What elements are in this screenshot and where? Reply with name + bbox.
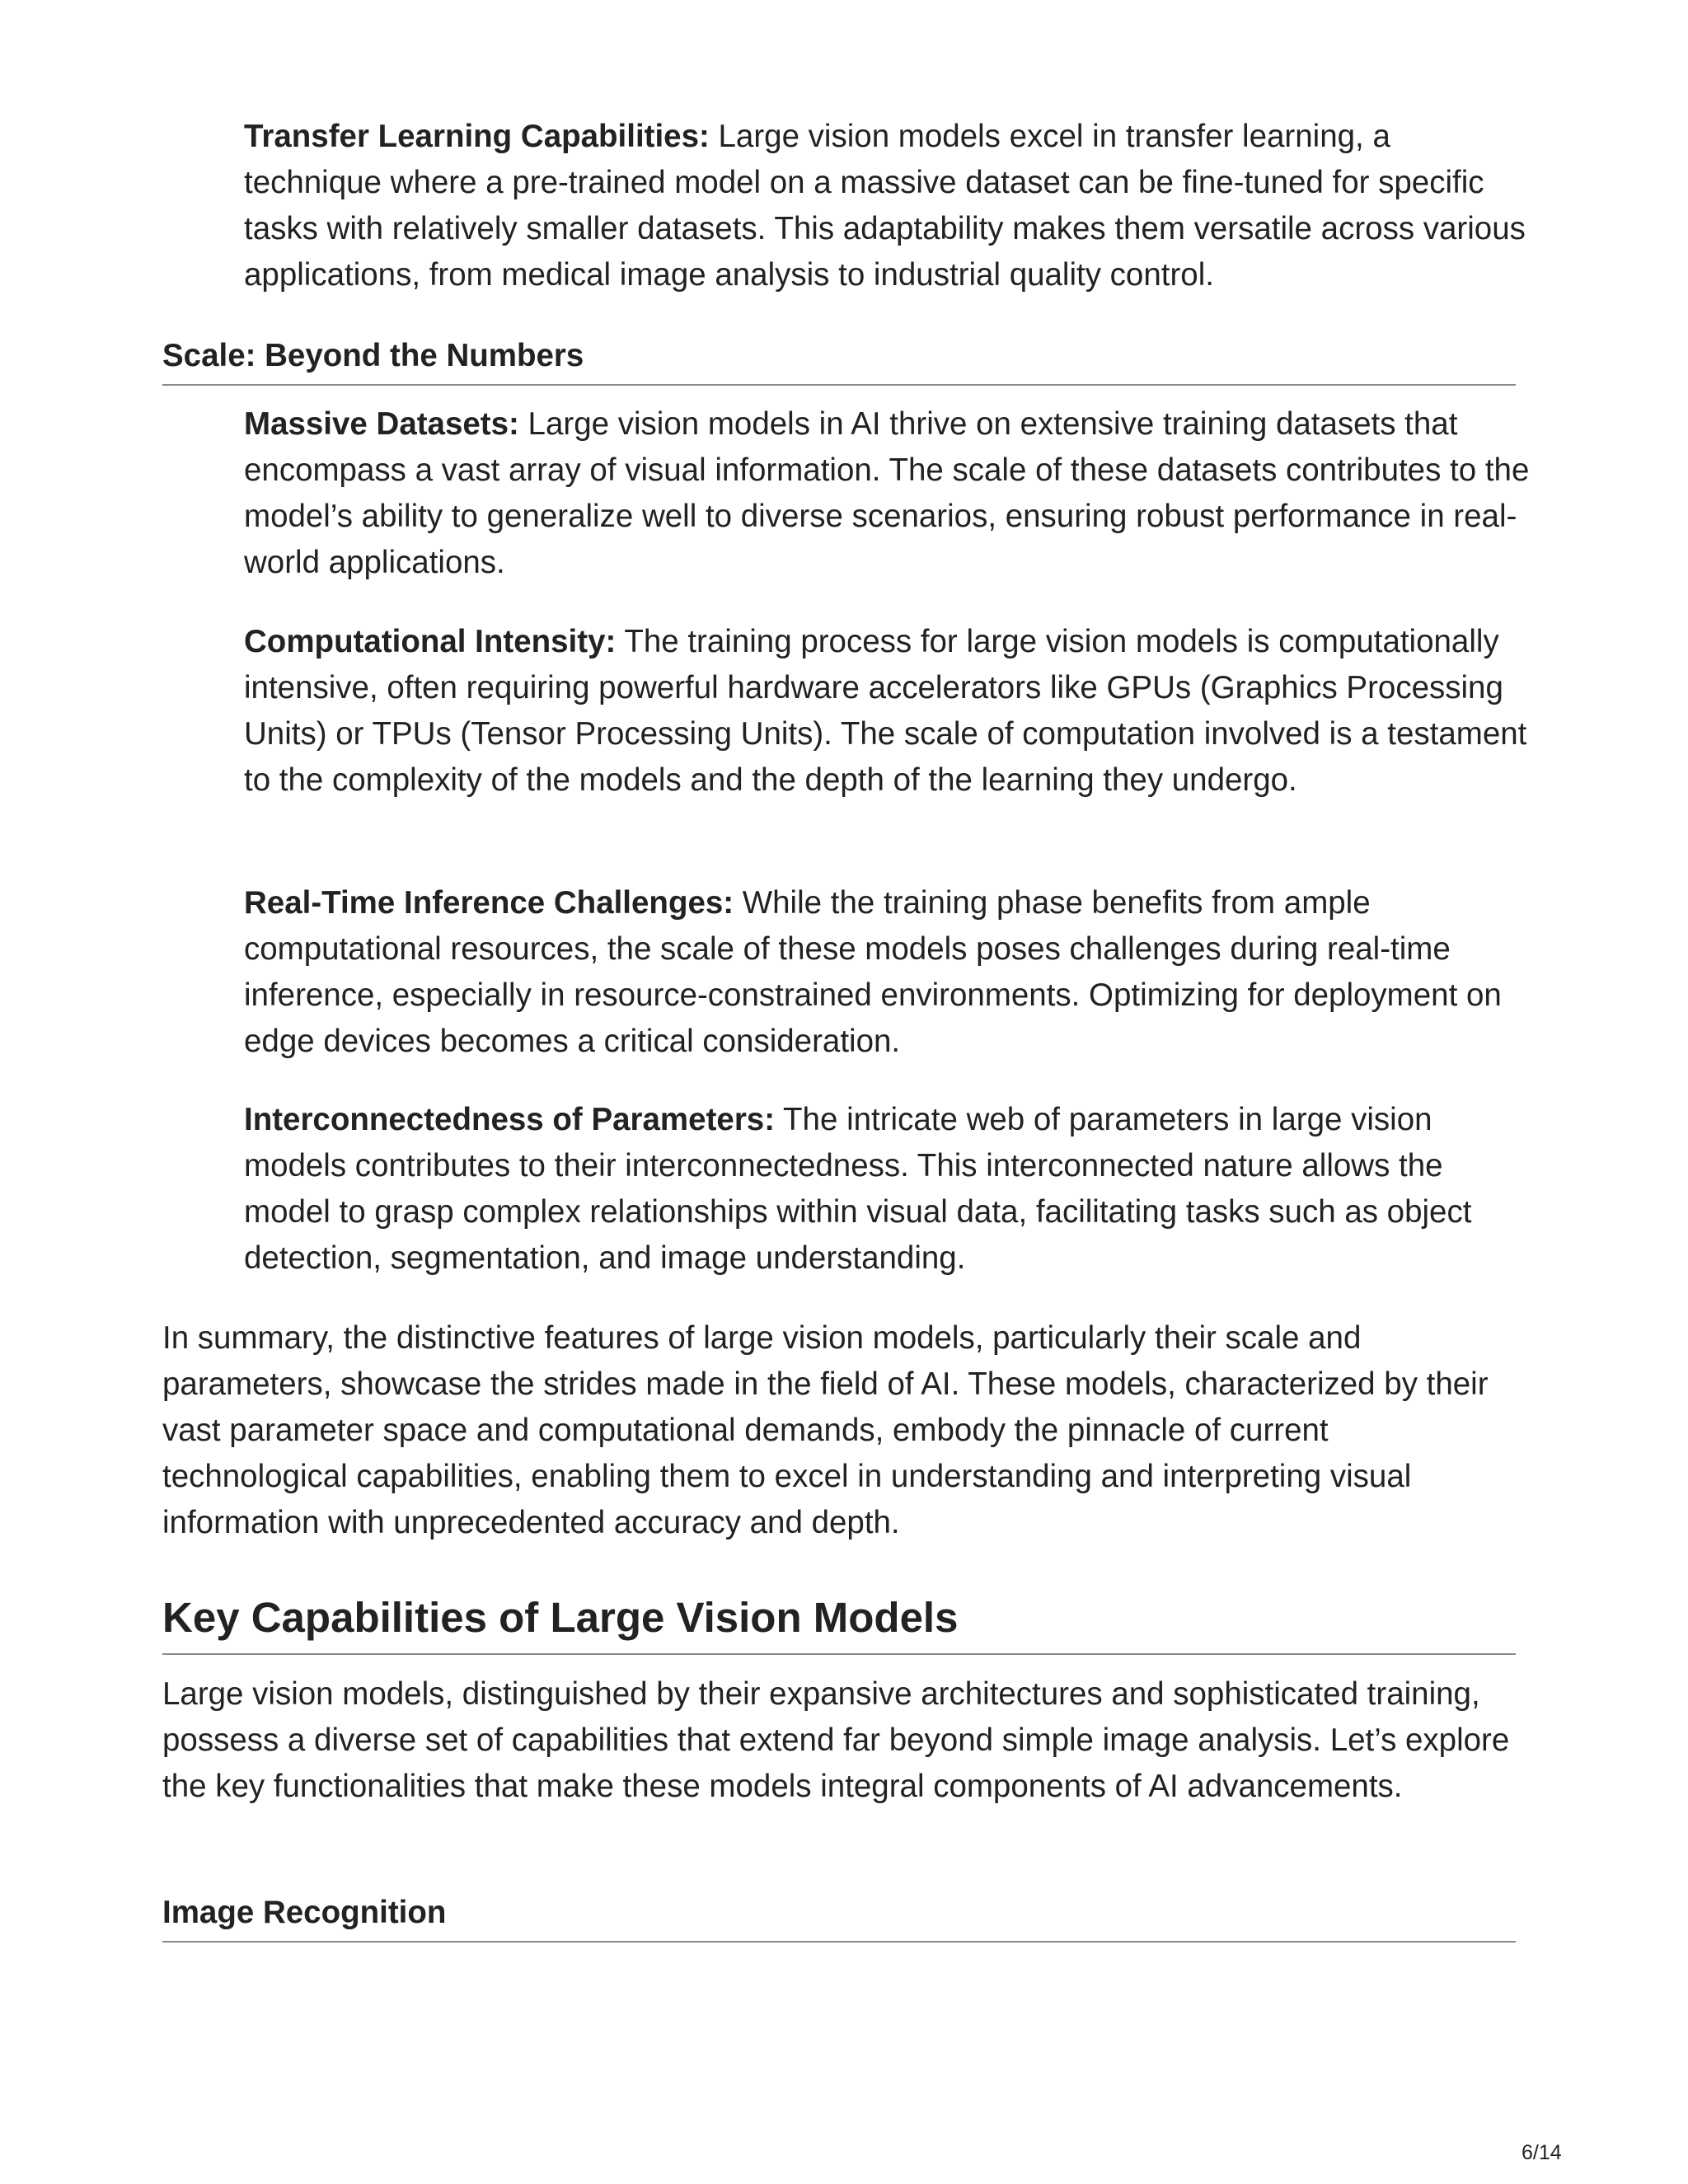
- scale-heading-rule: [162, 384, 1516, 386]
- page-number: 6/14: [1522, 2141, 1562, 2164]
- transfer-learning-text: Large vision models excel in transfer learning, a technique where a pre-trained model on a massive dataset can be fine-tuned for specific tasks with relatively smaller datasets. This adaptability makes them versatile across various applications, from medical image analysis to industrial quality control.: [244, 119, 1526, 293]
- computational-intensity-paragraph: [244, 619, 1530, 804]
- transfer-learning-term: Transfer Learning Capabilities:: [244, 119, 710, 154]
- massive-datasets-text: Large vision models in AI thrive on extensive training datasets that encompass a vast array of visual information. The scale of these datasets contributes to the model’s ability to generalize well to diverse scenarios, ensuring robust performance in real-world applications.: [244, 406, 1530, 580]
- transfer-learning-paragraph: [244, 114, 1530, 298]
- massive-datasets-term: Massive Datasets:: [244, 406, 519, 442]
- computational-intensity-term: Computational Intensity:: [244, 624, 617, 659]
- image-recognition-heading: Image Recognition: [162, 1895, 447, 1930]
- real-time-inference-term: Real-Time Inference Challenges:: [244, 885, 734, 921]
- summary-paragraph: In summary, the distinctive features of large vision models, particularly their scale and parameters, showcase the strides made in the field of AI. These models, characterized by their vast parameter space and computational demands, embody the pinnacle of current technological capabilities, enabling them to excel in understanding and interpreting visual information with unprecedented accuracy and depth.: [162, 1320, 1489, 1540]
- key-capabilities-heading-rule: [162, 1653, 1516, 1655]
- massive-datasets-paragraph: [244, 401, 1530, 586]
- key-capabilities-heading: Key Capabilities of Large Vision Models: [162, 1594, 959, 1641]
- interconnectedness-term: Interconnectedness of Parameters:: [244, 1102, 776, 1137]
- interconnectedness-text: The intricate web of parameters in large vision models contributes to their interconnectedness. This interconnected nature allows the model to grasp complex relationships within visual data, facilitating tasks such as object detection, segmentation, and image understanding.: [244, 1102, 1472, 1276]
- real-time-inference-paragraph: [244, 880, 1530, 1065]
- real-time-inference-text: While the training phase benefits from ample computational resources, the scale of these models poses challenges during real-time inference, especially in resource-constrained environments. Optimizing for deployment on edge devices becomes a critical consideration.: [244, 885, 1502, 1059]
- scale-heading: Scale: Beyond the Numbers: [162, 338, 584, 373]
- computational-intensity-text: The training process for large vision models is computationally intensive, often requiring powerful hardware accelerators like GPUs (Graphics Processing Units) or TPUs (Tensor Processing Units). The scale of computation involved is a testament to the complexity of the models and the depth of the learning they undergo.: [244, 624, 1527, 798]
- image-recognition-heading-rule: [162, 1941, 1516, 1943]
- key-capabilities-intro: Large vision models, distinguished by their expansive architectures and sophisticated training, possess a diverse set of capabilities that extend far beyond simple image analysis. Let’s explore the key functionalities that make these models integral components of AI advancements.: [162, 1676, 1510, 1804]
- interconnectedness-paragraph: [244, 1097, 1530, 1282]
